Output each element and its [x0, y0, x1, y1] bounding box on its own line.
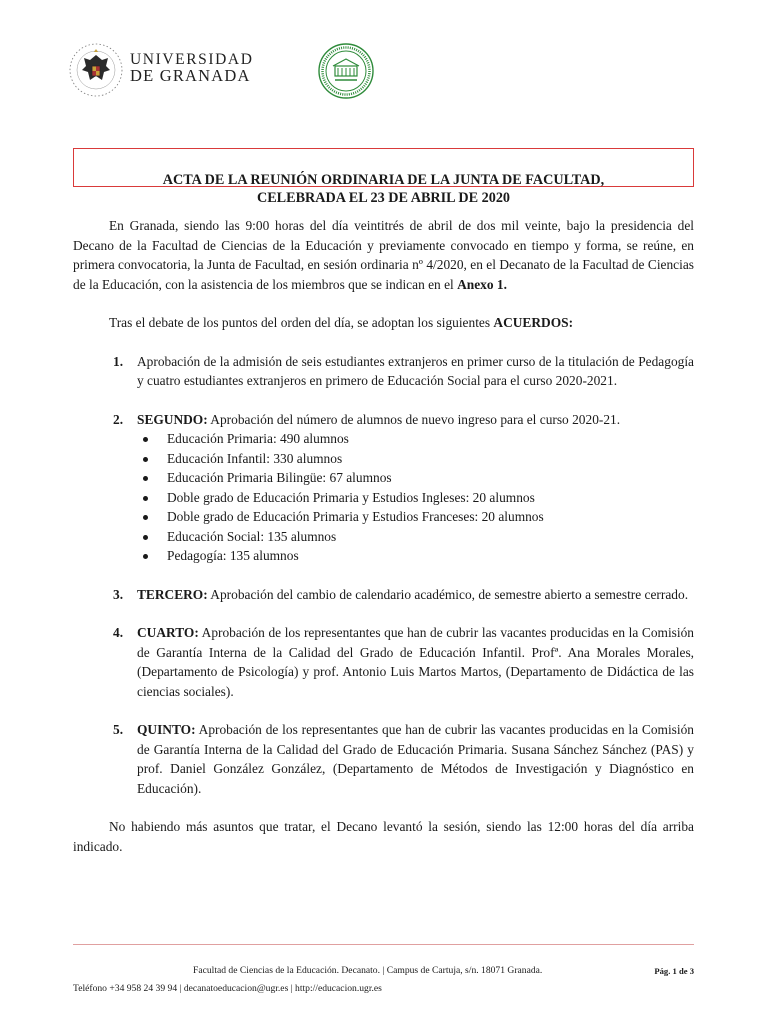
item-text: Aprobación de la admisión de seis estudiantes extranjeros en primer curso de la titulación de Pedagogía y cuatro estudiantes extranjeros en primero de Educación Social para el curso 2020-2021. — [137, 353, 694, 388]
item-number: 3. — [113, 586, 124, 602]
page-footer — [73, 962, 694, 998]
agreement-item-2 — [73, 410, 694, 430]
bullet-icon — [143, 496, 148, 501]
annex-reference: Anexo 1. — [457, 276, 507, 292]
intro-paragraph — [73, 216, 694, 294]
intro-text: En Granada, siendo las 9:00 horas del día veintitrés de abril de dos mil veinte, bajo la presidencia del Decano de la Facultad de Ciencias de la Educación y previamente convocado en tiempo y forma, se reúne, en primera convocatoria, la Junta de Facultad, en sesión ordinaria nº 4/2020, en el Decanato de la Facultad de Ciencias de la Educación, con la asistencia de los miembros que se indican en el — [73, 218, 694, 292]
item-text: Aprobación del cambio de calendario académico, de semestre abierto a semestre cerrado. — [207, 586, 689, 602]
agreement-item-5 — [73, 720, 694, 798]
document-title — [73, 171, 694, 207]
list-item-text: Educación Social: 135 alumnos — [167, 528, 337, 544]
item-lead: TERCERO: — [137, 586, 208, 602]
list-item-text: Doble grado de Educación Primaria y Estudios Ingleses: 20 alumnos — [167, 489, 535, 505]
list-item — [73, 546, 694, 566]
list-item-text: Educación Primaria Bilingüe: 67 alumnos — [167, 470, 392, 485]
page-number: Pág. 1 de 3 — [654, 966, 694, 976]
item-lead: QUINTO: — [137, 722, 196, 737]
list-item — [73, 488, 694, 508]
item-number: 4. — [113, 625, 124, 640]
item-text: Aprobación de los representantes que han de cubrir las vacantes producidas en la Comisión de Garantía Interna de la Calidad del Grado de Educación Infantil. Profª. Ana Morales Morales, (Departamento de Psicología) y prof. Antonio Luis Martos Martos, (Departamento de Didáctica de las ciencias sociales). — [137, 625, 694, 699]
bullet-icon — [143, 457, 148, 462]
list-item-text: Doble grado de Educación Primaria y Estudios Franceses: 20 alumnos — [167, 509, 544, 524]
debate-text: Tras el debate de los puntos del orden del día, se adoptan los siguientes — [109, 315, 494, 330]
title-line1: ACTA DE LA REUNIÓN ORDINARIA DE LA JUNTA DE FACULTAD, — [162, 172, 605, 188]
agreement-item-4 — [73, 623, 694, 701]
list-item — [73, 449, 694, 469]
footer-contact: Teléfono +34 958 24 39 94 | decanatoeducacion@ugr.es | http://educacion.ugr.es — [73, 983, 382, 994]
ugr-seal-icon — [68, 42, 124, 98]
agreements-heading: ACUERDOS: — [493, 315, 574, 330]
item-lead: SEGUNDO: — [137, 411, 208, 427]
bullet-icon — [143, 535, 148, 540]
debate-paragraph — [73, 313, 694, 333]
list-item-text: Educación Primaria: 490 alumnos — [167, 431, 349, 446]
list-item-text: Educación Infantil: 330 alumnos — [167, 450, 343, 466]
closing-paragraph: No habiendo más asuntos que tratar, el Decano levantó la sesión, siendo las 12:00 horas del día arriba indicado. — [73, 819, 694, 854]
agreement-item-3 — [73, 585, 694, 605]
list-item — [73, 468, 694, 488]
item-text: Aprobación del número de alumnos de nuevo ingreso para el curso 2020-21. — [207, 411, 621, 427]
list-item — [73, 527, 694, 547]
list-item — [73, 429, 694, 449]
title-line2: CELEBRADA EL 23 DE ABRIL DE 2020 — [256, 190, 511, 206]
item-number: 5. — [113, 722, 124, 737]
footer-address: Facultad de Ciencias de la Educación. Decanato. | Campus de Cartuja, s/n. 18071 Granada. — [193, 965, 543, 976]
bullet-icon — [143, 554, 148, 559]
university-name-line2: DE GRANADA — [130, 66, 251, 85]
footer-divider — [73, 944, 694, 945]
letterhead — [68, 40, 468, 100]
item-text: Aprobación de los representantes que han de cubrir las vacantes producidas en la Comisión de Garantía Interna de la Calidad del Grado de Educación Primaria. Susana Sánchez Sánchez (PAS) y prof. Daniel González González, (Departamento de Métodos de Investigación y Diagnóstico en Educación). — [137, 722, 694, 796]
bullet-icon — [143, 476, 148, 481]
enrollment-list — [73, 429, 694, 566]
item-number: 2. — [113, 411, 124, 427]
item-number: 1. — [113, 353, 124, 369]
bullet-icon — [143, 437, 148, 442]
university-name — [130, 52, 254, 84]
bullet-icon — [143, 515, 148, 520]
document-body — [73, 216, 694, 856]
list-item — [73, 507, 694, 527]
university-name-line1: UNIVERSIDAD — [130, 51, 254, 68]
list-item-text: Pedagogía: 135 alumnos — [167, 548, 299, 563]
agreement-item-1 — [73, 352, 694, 391]
item-lead: CUARTO: — [137, 625, 199, 640]
faculty-seal-icon — [317, 42, 375, 100]
